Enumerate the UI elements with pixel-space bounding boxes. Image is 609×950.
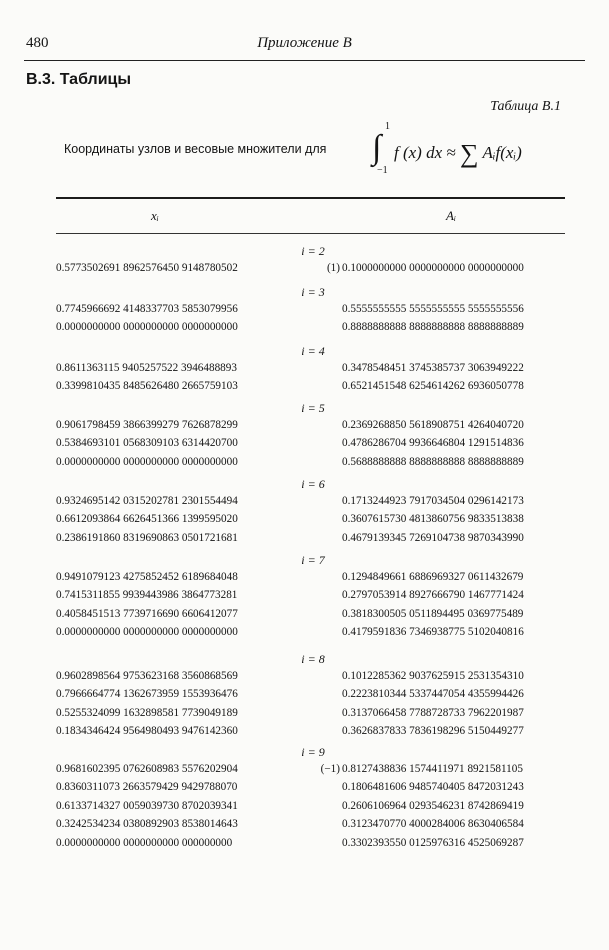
weight-value bbox=[342, 300, 524, 318]
weight-value bbox=[342, 434, 524, 452]
table-block bbox=[56, 744, 570, 852]
block-label: i = 3 bbox=[301, 285, 325, 299]
table-row bbox=[56, 797, 570, 815]
weight-digits: 0.2606106964 0293546231 8742869419 bbox=[342, 799, 524, 812]
weight-digits: 0.6521451548 6254614262 6936050778 bbox=[342, 380, 524, 393]
table-row bbox=[56, 259, 570, 277]
block-label: i = 5 bbox=[301, 401, 325, 415]
sum-sign: ∑ bbox=[459, 139, 479, 168]
table-block bbox=[56, 476, 570, 547]
weight-digits: 0.2369268850 5618908751 4264040720 bbox=[342, 419, 524, 431]
header-rule bbox=[24, 60, 585, 61]
weight-value bbox=[342, 623, 524, 641]
table-row bbox=[56, 722, 570, 740]
weight-value bbox=[342, 667, 524, 685]
node-coordinate: 0.9491079123 4275852452 6189684048 bbox=[56, 571, 238, 583]
weight-digits: 0.3478548451 3745385737 3063949222 bbox=[342, 362, 524, 374]
table-row bbox=[56, 685, 570, 703]
table-caption: Координаты узлов и весовые множители для bbox=[64, 142, 327, 156]
weight-value bbox=[342, 704, 524, 722]
node-coordinate: 0.1834346424 9564980493 9476142360 bbox=[56, 725, 238, 738]
table-row bbox=[56, 318, 570, 336]
block-label: i = 8 bbox=[301, 652, 325, 666]
weight-value bbox=[342, 586, 524, 604]
table-block bbox=[56, 284, 570, 337]
weight-digits: 0.8888888888 8888888888 8888888889 bbox=[342, 321, 524, 334]
table-row bbox=[56, 568, 570, 586]
weight-digits: 0.2797053914 8927666790 1467771424 bbox=[342, 589, 524, 602]
table-label: Таблица B.1 bbox=[490, 99, 561, 114]
table-row bbox=[56, 510, 570, 528]
node-coordinate: 0.5384693101 0568309103 6314420700 bbox=[56, 437, 238, 450]
weight-value bbox=[342, 318, 524, 336]
table-row bbox=[56, 778, 570, 796]
table-row bbox=[56, 492, 570, 510]
weight-digits: 0.3626837833 7836198296 5150449277 bbox=[342, 725, 524, 738]
integral-sign: ∫ bbox=[372, 129, 382, 166]
weight-value bbox=[342, 722, 524, 740]
node-coordinate: 0.6133714327 0059039730 8702039341 bbox=[56, 799, 238, 812]
weight-value bbox=[326, 259, 524, 277]
node-coordinate: 0.0000000000 0000000000 000000000 bbox=[56, 836, 233, 849]
table-row bbox=[56, 834, 570, 852]
weight-digits: 0.1806481606 9485740405 8472031243 bbox=[342, 781, 524, 794]
node-coordinate: 0.9602898564 9753623168 3560868569 bbox=[56, 670, 238, 682]
integral-lower-limit: −1 bbox=[377, 165, 388, 176]
weight-value bbox=[342, 492, 524, 510]
table-row bbox=[56, 300, 570, 318]
formula-integrand: f (x) dx ≈ bbox=[394, 143, 460, 162]
weight-value bbox=[342, 377, 524, 395]
weight-value bbox=[342, 797, 524, 815]
weight-digits: 0.1000000000 0000000000 0000000000 bbox=[342, 262, 524, 274]
weight-value bbox=[342, 453, 524, 471]
node-coordinate: 0.3242534234 0380892903 8538014643 bbox=[56, 818, 238, 831]
weight-value bbox=[342, 834, 524, 852]
weight-digits: 0.5555555555 5555555555 5555555556 bbox=[342, 303, 524, 315]
weight-value bbox=[342, 416, 524, 434]
node-coordinate: 0.2386191860 8319690863 0501721681 bbox=[56, 531, 238, 544]
section-heading: B.3. Таблицы bbox=[26, 71, 132, 88]
block-label: i = 6 bbox=[301, 477, 325, 491]
node-coordinate: 0.0000000000 0000000000 0000000000 bbox=[56, 321, 238, 334]
table-row bbox=[56, 667, 570, 685]
node-coordinate: 0.9681602395 0762608983 5576202904 bbox=[56, 763, 238, 775]
weight-digits: 0.4179591836 7346938775 5102040816 bbox=[342, 626, 524, 639]
table-block bbox=[56, 243, 570, 277]
node-coordinate: 0.5255324099 1632898581 7739049189 bbox=[56, 706, 238, 719]
table-row bbox=[56, 623, 570, 641]
table-row bbox=[56, 453, 570, 471]
node-coordinate: 0.8611363115 9405257522 3946488893 bbox=[56, 362, 237, 374]
weight-value bbox=[342, 529, 524, 547]
table-row bbox=[56, 359, 570, 377]
block-label: i = 2 bbox=[301, 244, 325, 258]
node-coordinate: 0.9061798459 3866399279 7626878299 bbox=[56, 419, 238, 431]
integral-upper-limit: 1 bbox=[385, 121, 390, 132]
weight-digits: 0.5688888888 8888888888 8888888889 bbox=[342, 455, 524, 468]
weight-digits: 0.3123470770 4000284006 8630406584 bbox=[342, 818, 524, 831]
block-label: i = 7 bbox=[301, 553, 325, 567]
weight-digits: 0.3607615730 4813860756 9833513838 bbox=[342, 513, 524, 526]
weight-value bbox=[320, 760, 523, 778]
node-coordinate: 0.4058451513 7739716690 6606412077 bbox=[56, 607, 238, 620]
node-coordinate: 0.5773502691 8962576450 9148780502 bbox=[56, 262, 238, 274]
weight-digits: 0.4786286704 9936646804 1291514836 bbox=[342, 437, 524, 450]
weight-digits: 0.3818300505 0511894495 0369775489 bbox=[342, 607, 524, 620]
quadrature-formula bbox=[372, 121, 572, 181]
weight-digits: 0.2223810344 5337447054 4355994426 bbox=[342, 688, 524, 701]
weight-digits: 0.3302393550 0125976316 4525069287 bbox=[342, 836, 524, 849]
table-top-rule bbox=[56, 197, 565, 199]
node-coordinate: 0.9324695142 0315202781 2301554494 bbox=[56, 495, 238, 507]
table-block bbox=[56, 651, 570, 741]
formula-sum-term: Aᵢf(xᵢ) bbox=[478, 143, 522, 162]
weight-value bbox=[342, 778, 524, 796]
table-row bbox=[56, 815, 570, 833]
table-row bbox=[56, 605, 570, 623]
column-header-a: Aᵢ bbox=[446, 208, 456, 223]
weight-value bbox=[342, 359, 524, 377]
weight-value bbox=[342, 510, 524, 528]
weight-value bbox=[342, 815, 524, 833]
weight-digits: 0.1294849661 6886969327 0611432679 bbox=[342, 571, 524, 583]
table-row bbox=[56, 760, 570, 778]
weight-digits: 0.3137066458 7788728733 7962201987 bbox=[342, 706, 524, 719]
table-header-rule bbox=[56, 233, 565, 234]
node-coordinate: 0.7966664774 1362673959 1553936476 bbox=[56, 688, 238, 701]
table-block bbox=[56, 552, 570, 642]
block-label: i = 9 bbox=[301, 745, 325, 759]
exponent-prefix: (−1) bbox=[320, 763, 340, 775]
weight-digits: 0.1012285362 9037625915 2531354310 bbox=[342, 670, 524, 682]
table-row bbox=[56, 704, 570, 722]
weight-digits: 0.8127438836 1574411971 8921581105 bbox=[342, 763, 523, 775]
exponent-prefix: (1) bbox=[326, 262, 340, 274]
node-coordinate: 0.7745966692 4148337703 5853079956 bbox=[56, 303, 238, 315]
weight-value bbox=[342, 685, 524, 703]
weight-value bbox=[342, 568, 523, 586]
table-row bbox=[56, 434, 570, 452]
running-head: Приложение B bbox=[257, 35, 352, 51]
table-block bbox=[56, 400, 570, 471]
node-coordinate: 0.7415311855 9939443986 3864773281 bbox=[56, 589, 238, 602]
table-row bbox=[56, 416, 570, 434]
column-header-x: xᵢ bbox=[151, 208, 159, 223]
node-coordinate: 0.0000000000 0000000000 0000000000 bbox=[56, 455, 238, 468]
weight-value bbox=[342, 605, 523, 623]
block-label: i = 4 bbox=[301, 344, 325, 358]
node-coordinate: 0.8360311073 2663579429 9429788070 bbox=[56, 781, 238, 794]
node-coordinate: 0.6612093864 6626451366 1399595020 bbox=[56, 513, 238, 526]
formula-expression bbox=[394, 139, 522, 169]
weight-digits: 0.4679139345 7269104738 9870343990 bbox=[342, 531, 524, 544]
page-number: 480 bbox=[26, 35, 49, 51]
table-block bbox=[56, 343, 570, 396]
table-row bbox=[56, 529, 570, 547]
weight-digits: 0.1713244923 7917034504 0296142173 bbox=[342, 495, 524, 507]
node-coordinate: 0.3399810435 8485626480 2665759103 bbox=[56, 380, 238, 393]
table-row bbox=[56, 377, 570, 395]
node-coordinate: 0.0000000000 0000000000 0000000000 bbox=[56, 626, 238, 639]
table-row bbox=[56, 586, 570, 604]
